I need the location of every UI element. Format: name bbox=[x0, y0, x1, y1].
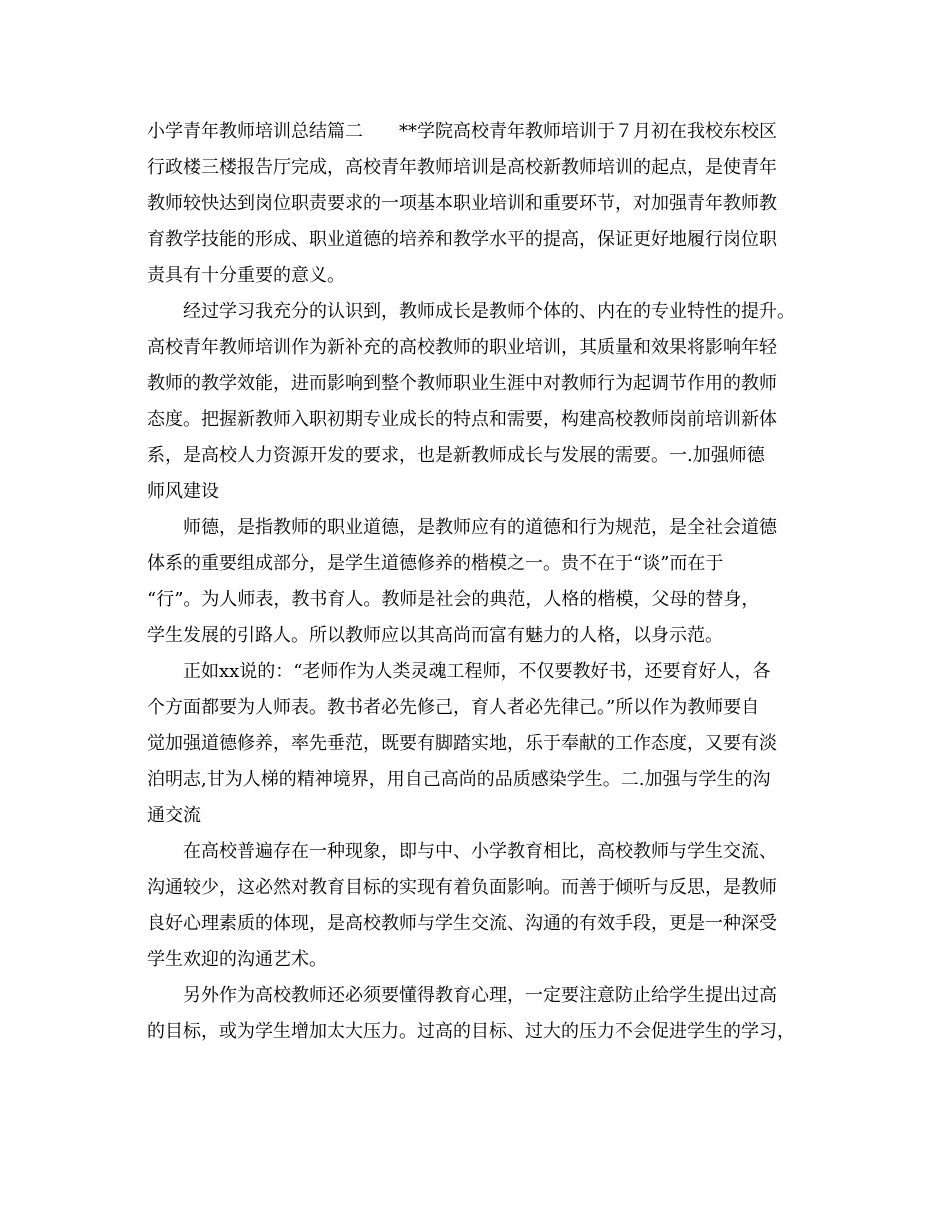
text-line: 小学青年教师培训总结篇二 **学院高校青年教师培训于７月初在我校东校区 bbox=[147, 121, 777, 142]
text-line: 学生发展的引路人。所以教师应以其高尚而富有魅力的人格，以身示范。 bbox=[147, 625, 723, 646]
text-line: 系，是高校人力资源开发的要求，也是新教师成长与发展的需要。一.加强师德 bbox=[147, 445, 765, 466]
text-line: 行政楼三楼报告厅完成，高校青年教师培训是高校新教师培训的起点，是使青年 bbox=[147, 157, 777, 178]
text-line: 另外作为高校教师还必须要懂得教育心理，一定要注意防止给学生提出过高 bbox=[183, 985, 777, 1006]
document-body bbox=[147, 114, 817, 1050]
text-line: 觉加强道德修养，率先垂范，既要有脚踏实地，乐于奉献的工作态度，又要有淡 bbox=[147, 733, 777, 754]
text-line: 教师较快达到岗位职责要求的一项基本职业培训和重要环节，对加强青年教师教 bbox=[147, 193, 777, 214]
text-line: 师风建设 bbox=[147, 481, 219, 502]
text-line: 教师的教学效能，进而影响到整个教师职业生涯中对教师行为起调节作用的教师 bbox=[147, 373, 777, 394]
text-line: 沟通较少，这必然对教育目标的实现有着负面影响。而善于倾听与反思，是教师 bbox=[147, 877, 777, 898]
text-line: 个方面都要为人师表。教书者必先修己，育人者必先律己。”所以作为教师要自 bbox=[147, 697, 760, 718]
text-line: 育教学技能的形成、职业道德的培养和教学水平的提高，保证更好地履行岗位职 bbox=[147, 229, 777, 250]
text-line: 高校青年教师培训作为新补充的高校教师的职业培训，其质量和效果将影响年轻 bbox=[147, 337, 777, 358]
text-line: 泊明志,甘为人梯的精神境界，用自己高尚的品质感染学生。二.加强与学生的沟 bbox=[147, 769, 771, 790]
text-line: 经过学习我充分的认识到，教师成长是教师个体的、内在的专业特性的提升。 bbox=[183, 301, 795, 322]
text-line: 体系的重要组成部分，是学生道德修养的楷模之一。贵不在于“谈”而在于 bbox=[147, 553, 724, 574]
text-line: 师德，是指教师的职业道德，是教师应有的道德和行为规范，是全社会道德 bbox=[183, 517, 777, 538]
text-line: 的目标，或为学生增加太大压力。过高的目标、过大的压力不会促进学生的学习， bbox=[147, 1021, 795, 1042]
text-line: 在高校普遍存在一种现象，即与中、小学教育相比，高校教师与学生交流、 bbox=[183, 841, 777, 862]
text-line: 良好心理素质的体现，是高校教师与学生交流、沟通的有效手段，更是一种深受 bbox=[147, 913, 777, 934]
text-line: 通交流 bbox=[147, 805, 201, 826]
text-line: 正如xx说的：“老师作为人类灵魂工程师，不仅要教好书，还要育好人，各 bbox=[183, 661, 771, 682]
text-line: “行”。为人师表，教书育人。教师是社会的典范，人格的楷模，父母的替身， bbox=[147, 589, 760, 610]
text-line: 责具有十分重要的意义。 bbox=[147, 265, 345, 286]
text-line: 态度。把握新教师入职初期专业成长的特点和需要，构建高校教师岗前培训新体 bbox=[147, 409, 777, 430]
text-line: 学生欢迎的沟通艺术。 bbox=[147, 949, 327, 970]
